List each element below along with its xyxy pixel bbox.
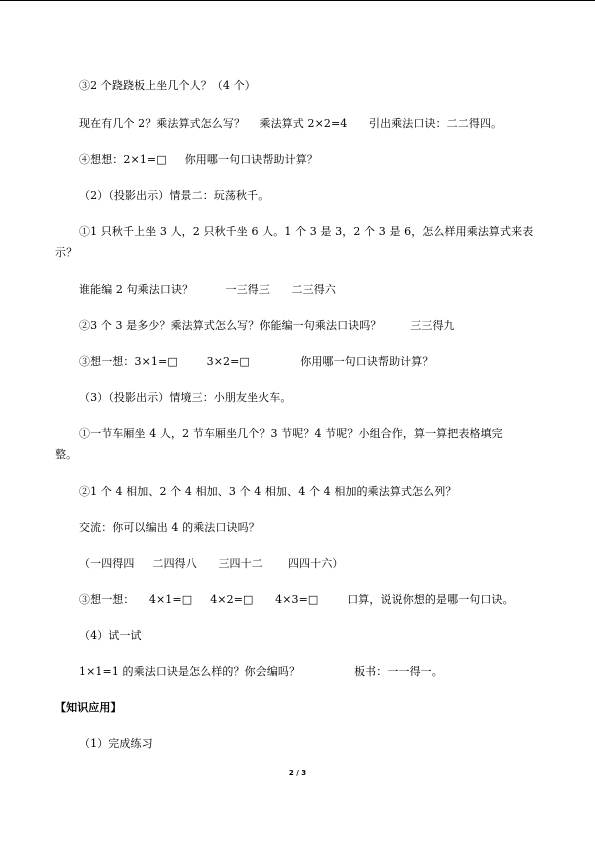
text-line-13: ②1 个 4 相加、2 个 4 相加、3 个 4 相加、4 个 4 相加的乘法算式怎么列？ xyxy=(79,485,457,498)
text-line-12: 整。 xyxy=(55,448,78,461)
page-number: 2 / 3 xyxy=(288,769,307,777)
text-line-11: ①一节车厢坐 4 人，2 节车厢坐几个？3 节呢？4 节呢？小组合作，算一算把表格填完 xyxy=(79,427,503,440)
text-line-15: （一四得四 二四得八 三四十二 四四十六） xyxy=(79,557,344,570)
text-line-5: ①1 只秋千上坐 3 人，2 只秋千坐 6 人。1 个 3 是 3，2 个 3 是 6，怎么样用乘法算式来表 xyxy=(79,225,534,238)
text-line-3: ④想想：2×1=□ 你用哪一句口诀帮助计算？ xyxy=(79,153,318,166)
text-line-10: （3）（投影出示）情境三：小朋友坐火车。 xyxy=(79,391,292,404)
text-line-9: ③想一想：3×1=□ 3×2=□ 你用哪一句口诀帮助计算？ xyxy=(79,355,434,368)
text-line-4: （2）（投影出示）情景二：玩荡秋千。 xyxy=(79,189,270,202)
text-line-20: （1）完成练习 xyxy=(79,737,153,750)
text-line-6: 示？ xyxy=(55,246,78,259)
top-border-line xyxy=(0,0,595,1)
text-line-1: ③2 个跷跷板上坐几个人？（4 个） xyxy=(79,79,256,92)
text-line-16: ③想一想： 4×1=□ 4×2=□ 4×3=□ 口算，说说你想的是哪一句口诀。 xyxy=(79,593,514,606)
text-line-18: 1×1=1 的乘法口诀是怎么样的？你会编吗？ 板书：一一得一。 xyxy=(79,665,443,678)
section-heading: 【知识应用】 xyxy=(55,701,122,714)
text-line-14: 交流：你可以编出 4 的乘法口诀吗？ xyxy=(79,521,260,534)
text-line-17: （4）试一试 xyxy=(79,629,142,642)
text-line-8: ②3 个 3 是多少？乘法算式怎么写？你能编一句乘法口诀吗？ 三三得九 xyxy=(79,319,455,332)
text-line-7: 谁能编 2 句乘法口诀？ 一三得三 二三得六 xyxy=(79,283,336,296)
text-line-2: 现在有几个 2？乘法算式怎么写？ 乘法算式 2×2=4 引出乘法口诀：二二得四。 xyxy=(79,117,503,130)
